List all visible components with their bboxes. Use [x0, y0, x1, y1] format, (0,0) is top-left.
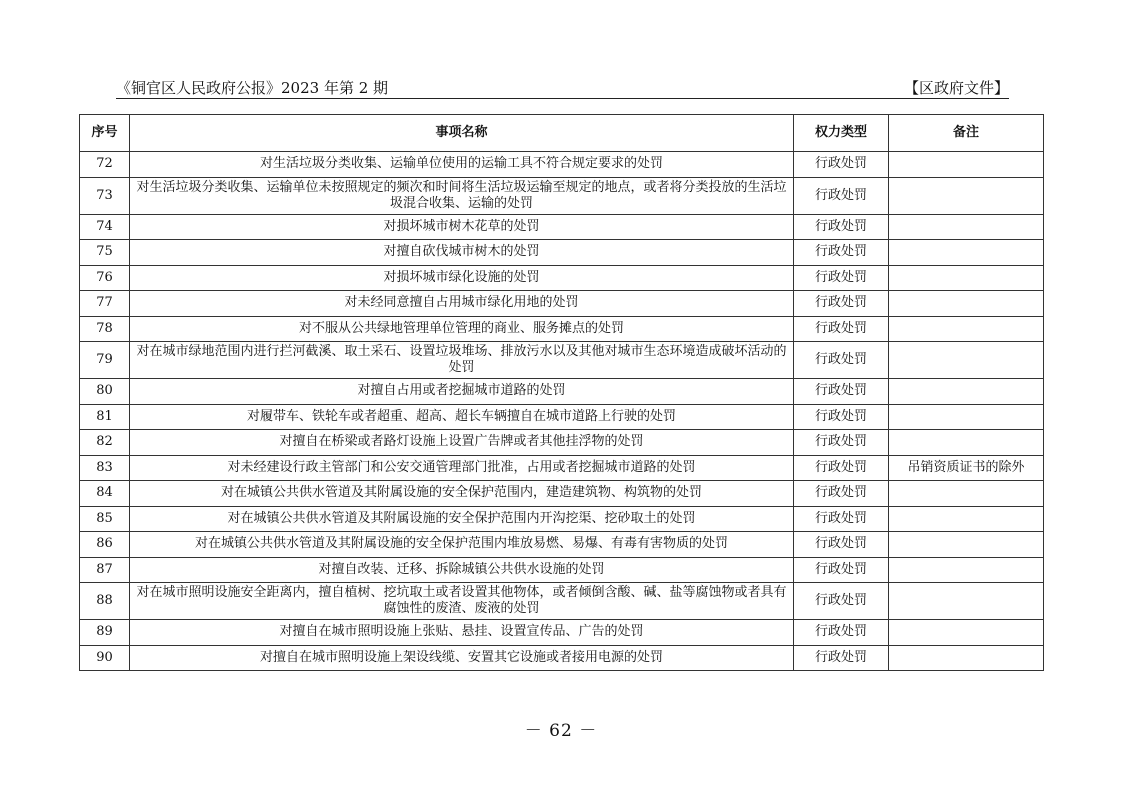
- cell-remarks: [889, 316, 1044, 342]
- cell-item-name: 对在城市照明设施安全距离内，擅自植树、挖坑取土或者设置其他物体，或者倾倒含酸、碱、盐等腐蚀物或者具有腐蚀性的废渣、废液的处罚: [130, 583, 794, 620]
- cell-power-type: 行政处罚: [794, 265, 889, 291]
- cell-remarks: [889, 645, 1044, 671]
- cell-remarks: [889, 177, 1044, 214]
- cell-power-type: 行政处罚: [794, 177, 889, 214]
- cell-power-type: 行政处罚: [794, 645, 889, 671]
- cell-remarks: [889, 265, 1044, 291]
- cell-number: 73: [80, 177, 130, 214]
- publication-title: 《铜官区人民政府公报》2023 年第 2 期: [116, 79, 389, 97]
- column-header-power-type: 权力类型: [794, 115, 889, 152]
- cell-power-type: 行政处罚: [794, 583, 889, 620]
- cell-item-name: 对擅自在桥梁或者路灯设施上设置广告牌或者其他挂浮物的处罚: [130, 430, 794, 456]
- cell-power-type: 行政处罚: [794, 557, 889, 583]
- table-row: [80, 557, 1044, 583]
- cell-item-name: 对擅自砍伐城市树木的处罚: [130, 240, 794, 266]
- cell-item-name: 对不服从公共绿地管理单位管理的商业、服务摊点的处罚: [130, 316, 794, 342]
- table-body: [80, 152, 1044, 671]
- section-label: 【区政府文件】: [903, 79, 1009, 97]
- table-row: [80, 455, 1044, 481]
- cell-item-name: 对擅自占用或者挖掘城市道路的处罚: [130, 379, 794, 405]
- cell-power-type: 行政处罚: [794, 506, 889, 532]
- cell-remarks: [889, 214, 1044, 240]
- table-row: [80, 342, 1044, 379]
- page-number: － 62 －: [524, 721, 598, 741]
- cell-item-name: 对在城市绿地范围内进行拦河截溪、取土采石、设置垃圾堆场、排放污水以及其他对城市生态环境造成破坏活动的处罚: [130, 342, 794, 379]
- cell-remarks: 吊销资质证书的除外: [889, 455, 1044, 481]
- cell-remarks: [889, 481, 1044, 507]
- table-row: [80, 316, 1044, 342]
- table-row: [80, 240, 1044, 266]
- column-header-number: 序号: [80, 115, 130, 152]
- cell-power-type: 行政处罚: [794, 214, 889, 240]
- cell-item-name: 对在城镇公共供水管道及其附属设施的安全保护范围内，建造建筑物、构筑物的处罚: [130, 481, 794, 507]
- cell-number: 81: [80, 404, 130, 430]
- cell-item-name: 对损坏城市树木花草的处罚: [130, 214, 794, 240]
- cell-remarks: [889, 620, 1044, 646]
- cell-number: 72: [80, 152, 130, 178]
- cell-remarks: [889, 379, 1044, 405]
- cell-item-name: 对未经建设行政主管部门和公安交通管理部门批准，占用或者挖掘城市道路的处罚: [130, 455, 794, 481]
- cell-number: 90: [80, 645, 130, 671]
- cell-power-type: 行政处罚: [794, 404, 889, 430]
- table-row: [80, 645, 1044, 671]
- cell-item-name: 对损坏城市绿化设施的处罚: [130, 265, 794, 291]
- cell-item-name: 对擅自在城市照明设施上架设线缆、安置其它设施或者接用电源的处罚: [130, 645, 794, 671]
- cell-power-type: 行政处罚: [794, 532, 889, 558]
- table-header-row: [80, 115, 1044, 152]
- cell-item-name: 对履带车、铁轮车或者超重、超高、超长车辆擅自在城市道路上行驶的处罚: [130, 404, 794, 430]
- cell-power-type: 行政处罚: [794, 379, 889, 405]
- cell-number: 88: [80, 583, 130, 620]
- table-row: [80, 506, 1044, 532]
- cell-power-type: 行政处罚: [794, 620, 889, 646]
- table-row: [80, 430, 1044, 456]
- cell-number: 89: [80, 620, 130, 646]
- page-header: [116, 76, 1009, 99]
- column-header-item-name: 事项名称: [130, 115, 794, 152]
- cell-power-type: 行政处罚: [794, 481, 889, 507]
- cell-number: 82: [80, 430, 130, 456]
- cell-power-type: 行政处罚: [794, 152, 889, 178]
- cell-number: 74: [80, 214, 130, 240]
- cell-item-name: 对在城镇公共供水管道及其附属设施的安全保护范围内开沟挖渠、挖砂取土的处罚: [130, 506, 794, 532]
- cell-number: 84: [80, 481, 130, 507]
- cell-number: 85: [80, 506, 130, 532]
- table-row: [80, 152, 1044, 178]
- power-items-table: [79, 114, 1044, 671]
- cell-power-type: 行政处罚: [794, 291, 889, 317]
- cell-remarks: [889, 240, 1044, 266]
- cell-remarks: [889, 430, 1044, 456]
- table-row: [80, 583, 1044, 620]
- cell-item-name: 对在城镇公共供水管道及其附属设施的安全保护范围内堆放易燃、易爆、有毒有害物质的处罚: [130, 532, 794, 558]
- table-row: [80, 379, 1044, 405]
- cell-item-name: 对未经同意擅自占用城市绿化用地的处罚: [130, 291, 794, 317]
- cell-power-type: 行政处罚: [794, 240, 889, 266]
- cell-remarks: [889, 404, 1044, 430]
- table-row: [80, 404, 1044, 430]
- cell-power-type: 行政处罚: [794, 455, 889, 481]
- cell-remarks: [889, 583, 1044, 620]
- cell-number: 77: [80, 291, 130, 317]
- cell-item-name: 对生活垃圾分类收集、运输单位使用的运输工具不符合规定要求的处罚: [130, 152, 794, 178]
- cell-item-name: 对生活垃圾分类收集、运输单位未按照规定的频次和时间将生活垃圾运输至规定的地点，或者将分类投放的生活垃圾混合收集、运输的处罚: [130, 177, 794, 214]
- table-row: [80, 291, 1044, 317]
- cell-item-name: 对擅自在城市照明设施上张贴、悬挂、设置宣传品、广告的处罚: [130, 620, 794, 646]
- cell-power-type: 行政处罚: [794, 316, 889, 342]
- cell-remarks: [889, 506, 1044, 532]
- table-row: [80, 177, 1044, 214]
- cell-number: 83: [80, 455, 130, 481]
- cell-power-type: 行政处罚: [794, 342, 889, 379]
- cell-remarks: [889, 342, 1044, 379]
- cell-remarks: [889, 152, 1044, 178]
- cell-number: 86: [80, 532, 130, 558]
- cell-number: 75: [80, 240, 130, 266]
- cell-remarks: [889, 291, 1044, 317]
- table-row: [80, 532, 1044, 558]
- cell-remarks: [889, 557, 1044, 583]
- cell-number: 79: [80, 342, 130, 379]
- table-row: [80, 481, 1044, 507]
- cell-number: 78: [80, 316, 130, 342]
- cell-number: 76: [80, 265, 130, 291]
- table-row: [80, 265, 1044, 291]
- column-header-remarks: 备注: [889, 115, 1044, 152]
- table-row: [80, 620, 1044, 646]
- table-row: [80, 214, 1044, 240]
- cell-item-name: 对擅自改装、迁移、拆除城镇公共供水设施的处罚: [130, 557, 794, 583]
- cell-remarks: [889, 532, 1044, 558]
- cell-power-type: 行政处罚: [794, 430, 889, 456]
- cell-number: 80: [80, 379, 130, 405]
- cell-number: 87: [80, 557, 130, 583]
